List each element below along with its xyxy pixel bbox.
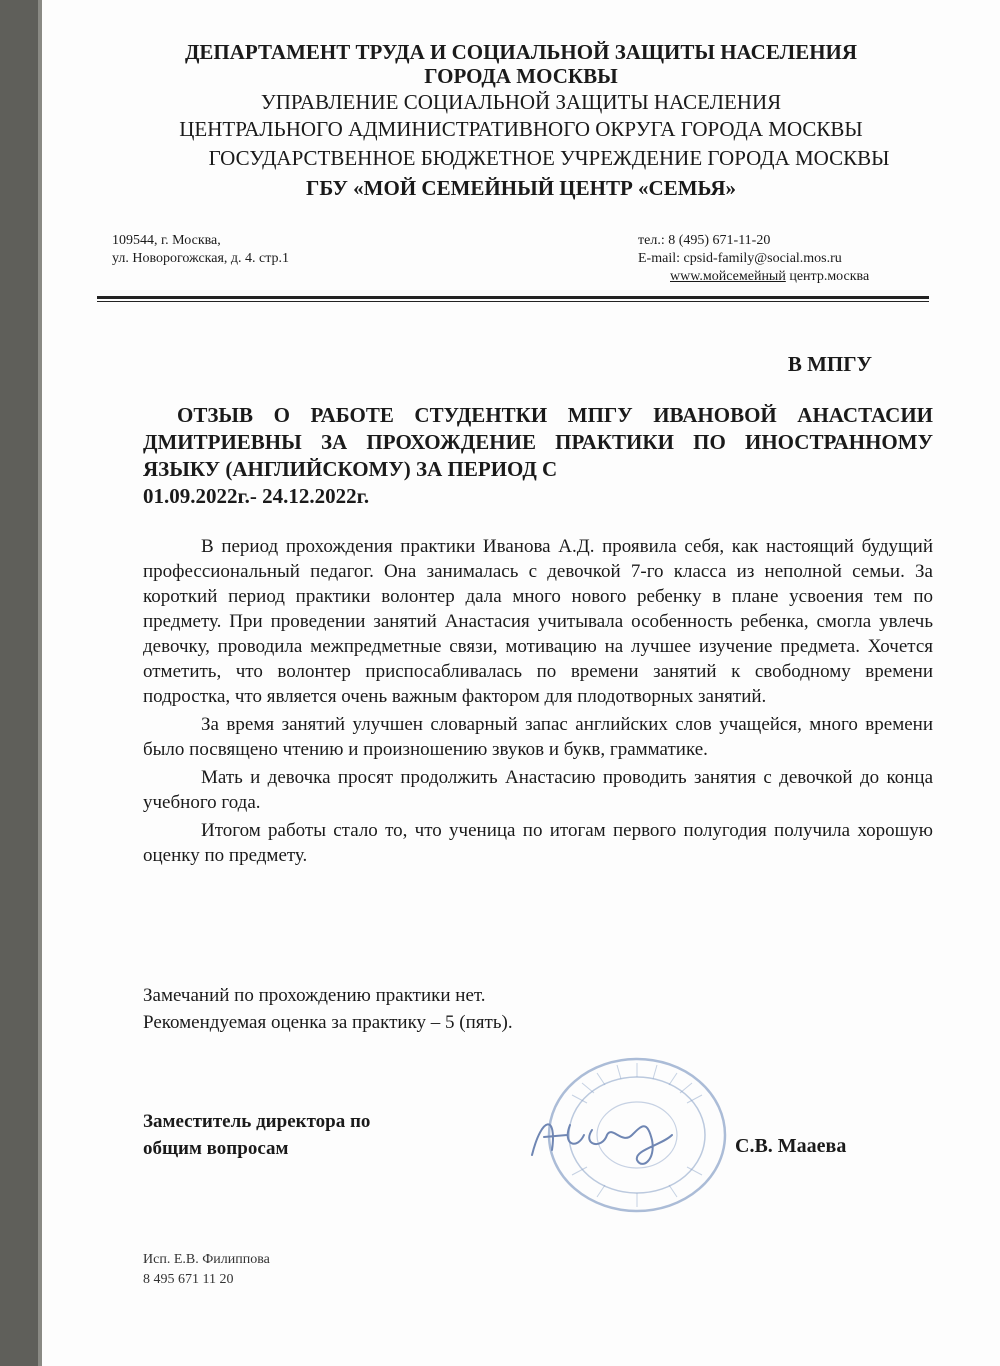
signer-position [143,1108,370,1162]
scan-left-edge [0,0,42,1366]
header-institution-type: ГОСУДАРСТВЕННОЕ БЮДЖЕТНОЕ УЧРЕЖДЕНИЕ ГОРОДА МОСКВЫ [208,146,890,170]
remarks-line: Замечаний по прохождению практики нет. [143,985,486,1006]
address-block [112,232,289,268]
header-district: ЦЕНТРАЛЬНОГО АДМИНИСТРАТИВНОГО ОКРУГА ГОРОДА МОСКВЫ [179,117,863,141]
title-period: 01.09.2022г.- 24.12.2022г. [143,484,370,508]
address-city: 109544, г. Москва, [112,233,221,248]
executor-phone: 8 495 671 11 20 [143,1272,234,1287]
letter-page [42,0,1000,1366]
executor-name: Исп. Е.В. Филиппова [143,1252,270,1267]
addressee: В МПГУ [787,352,872,376]
address-street: ул. Новорогожская, д. 4. стр.1 [112,251,290,266]
document-title [143,402,933,510]
body-paragraph-4: Итогом работы стало то, что ученица по итогам первого полугодия получила хорошую оценку по предмету. [143,820,933,866]
signer-position-line-1: Заместитель директора по [143,1111,371,1132]
letter-body [143,534,933,871]
title-text: ОТЗЫВ О РАБОТЕ СТУДЕНТКИ МПГУ ИВАНОВОЙ АНАСТАСИИ ДМИТРИЕВНЫ ЗА ПРОХОЖДЕНИЕ ПРАКТИКИ ПО ИНОСТРАННОМУ ЯЗЫКУ (АНГЛИЙСКОМУ) ЗА ПЕРИОД С [143,403,933,481]
signer-position-line-2: общим вопросам [143,1138,289,1159]
contact-website [638,268,869,286]
recommended-grade: Рекомендуемая оценка за практику – 5 (пять). [143,1012,513,1033]
header-institution-name: ГБУ «МОЙ СЕМЕЙНЫЙ ЦЕНТР «СЕМЬЯ» [306,176,736,200]
header-rule-thick [97,296,929,299]
remarks-block [143,982,513,1036]
website-link[interactable]: www.мойсемейный [670,269,786,284]
website-rest: центр.москва [785,269,870,284]
contact-phone: тел.: 8 (495) 671-11-20 [638,233,771,248]
header-rule-thin [97,301,929,302]
executor-block [143,1250,270,1290]
body-paragraph-1: В период прохождения практики Иванова А.Д. проявила себя, как настоящий будущий профессиональный педагог. Она занималась с девочкой 7-го класса из неполной семьи. За короткий период практики волонтер дала много нового ребенку в плане усвоения тем по предмету. При проведении занятий Анастасия учитывала особенность ребенка, смогла увлечь девочку, проводила межпредметные связи, мотивацию на лучшее изучение предмета. Хочется отметить, что волонтер приспосабливалась по времени занятий к свободному времени подростка, что является очень важным фактором для плодотворных занятий. [143,536,933,707]
header-city: ГОРОДА МОСКВЫ [424,64,618,88]
header-administration: УПРАВЛЕНИЕ СОЦИАЛЬНОЙ ЗАЩИТЫ НАСЕЛЕНИЯ [260,90,782,114]
body-paragraph-3: Мать и девочка просят продолжить Анастасию проводить занятия с девочкой до конца учебного года. [143,767,933,813]
body-paragraph-2: За время занятий улучшен словарный запас английских слов учащейся, много времени было посвящено чтению и произношению звуков и букв, грамматике. [143,714,933,760]
contact-email: E-mail: cpsid-family@social.mos.ru [638,251,842,266]
contacts-block [638,232,869,286]
signature-icon [522,1105,722,1175]
signer-name: С.В. Мааева [735,1135,847,1157]
header-department: ДЕПАРТАМЕНТ ТРУДА И СОЦИАЛЬНОЙ ЗАЩИТЫ НАСЕЛЕНИЯ [184,40,858,64]
